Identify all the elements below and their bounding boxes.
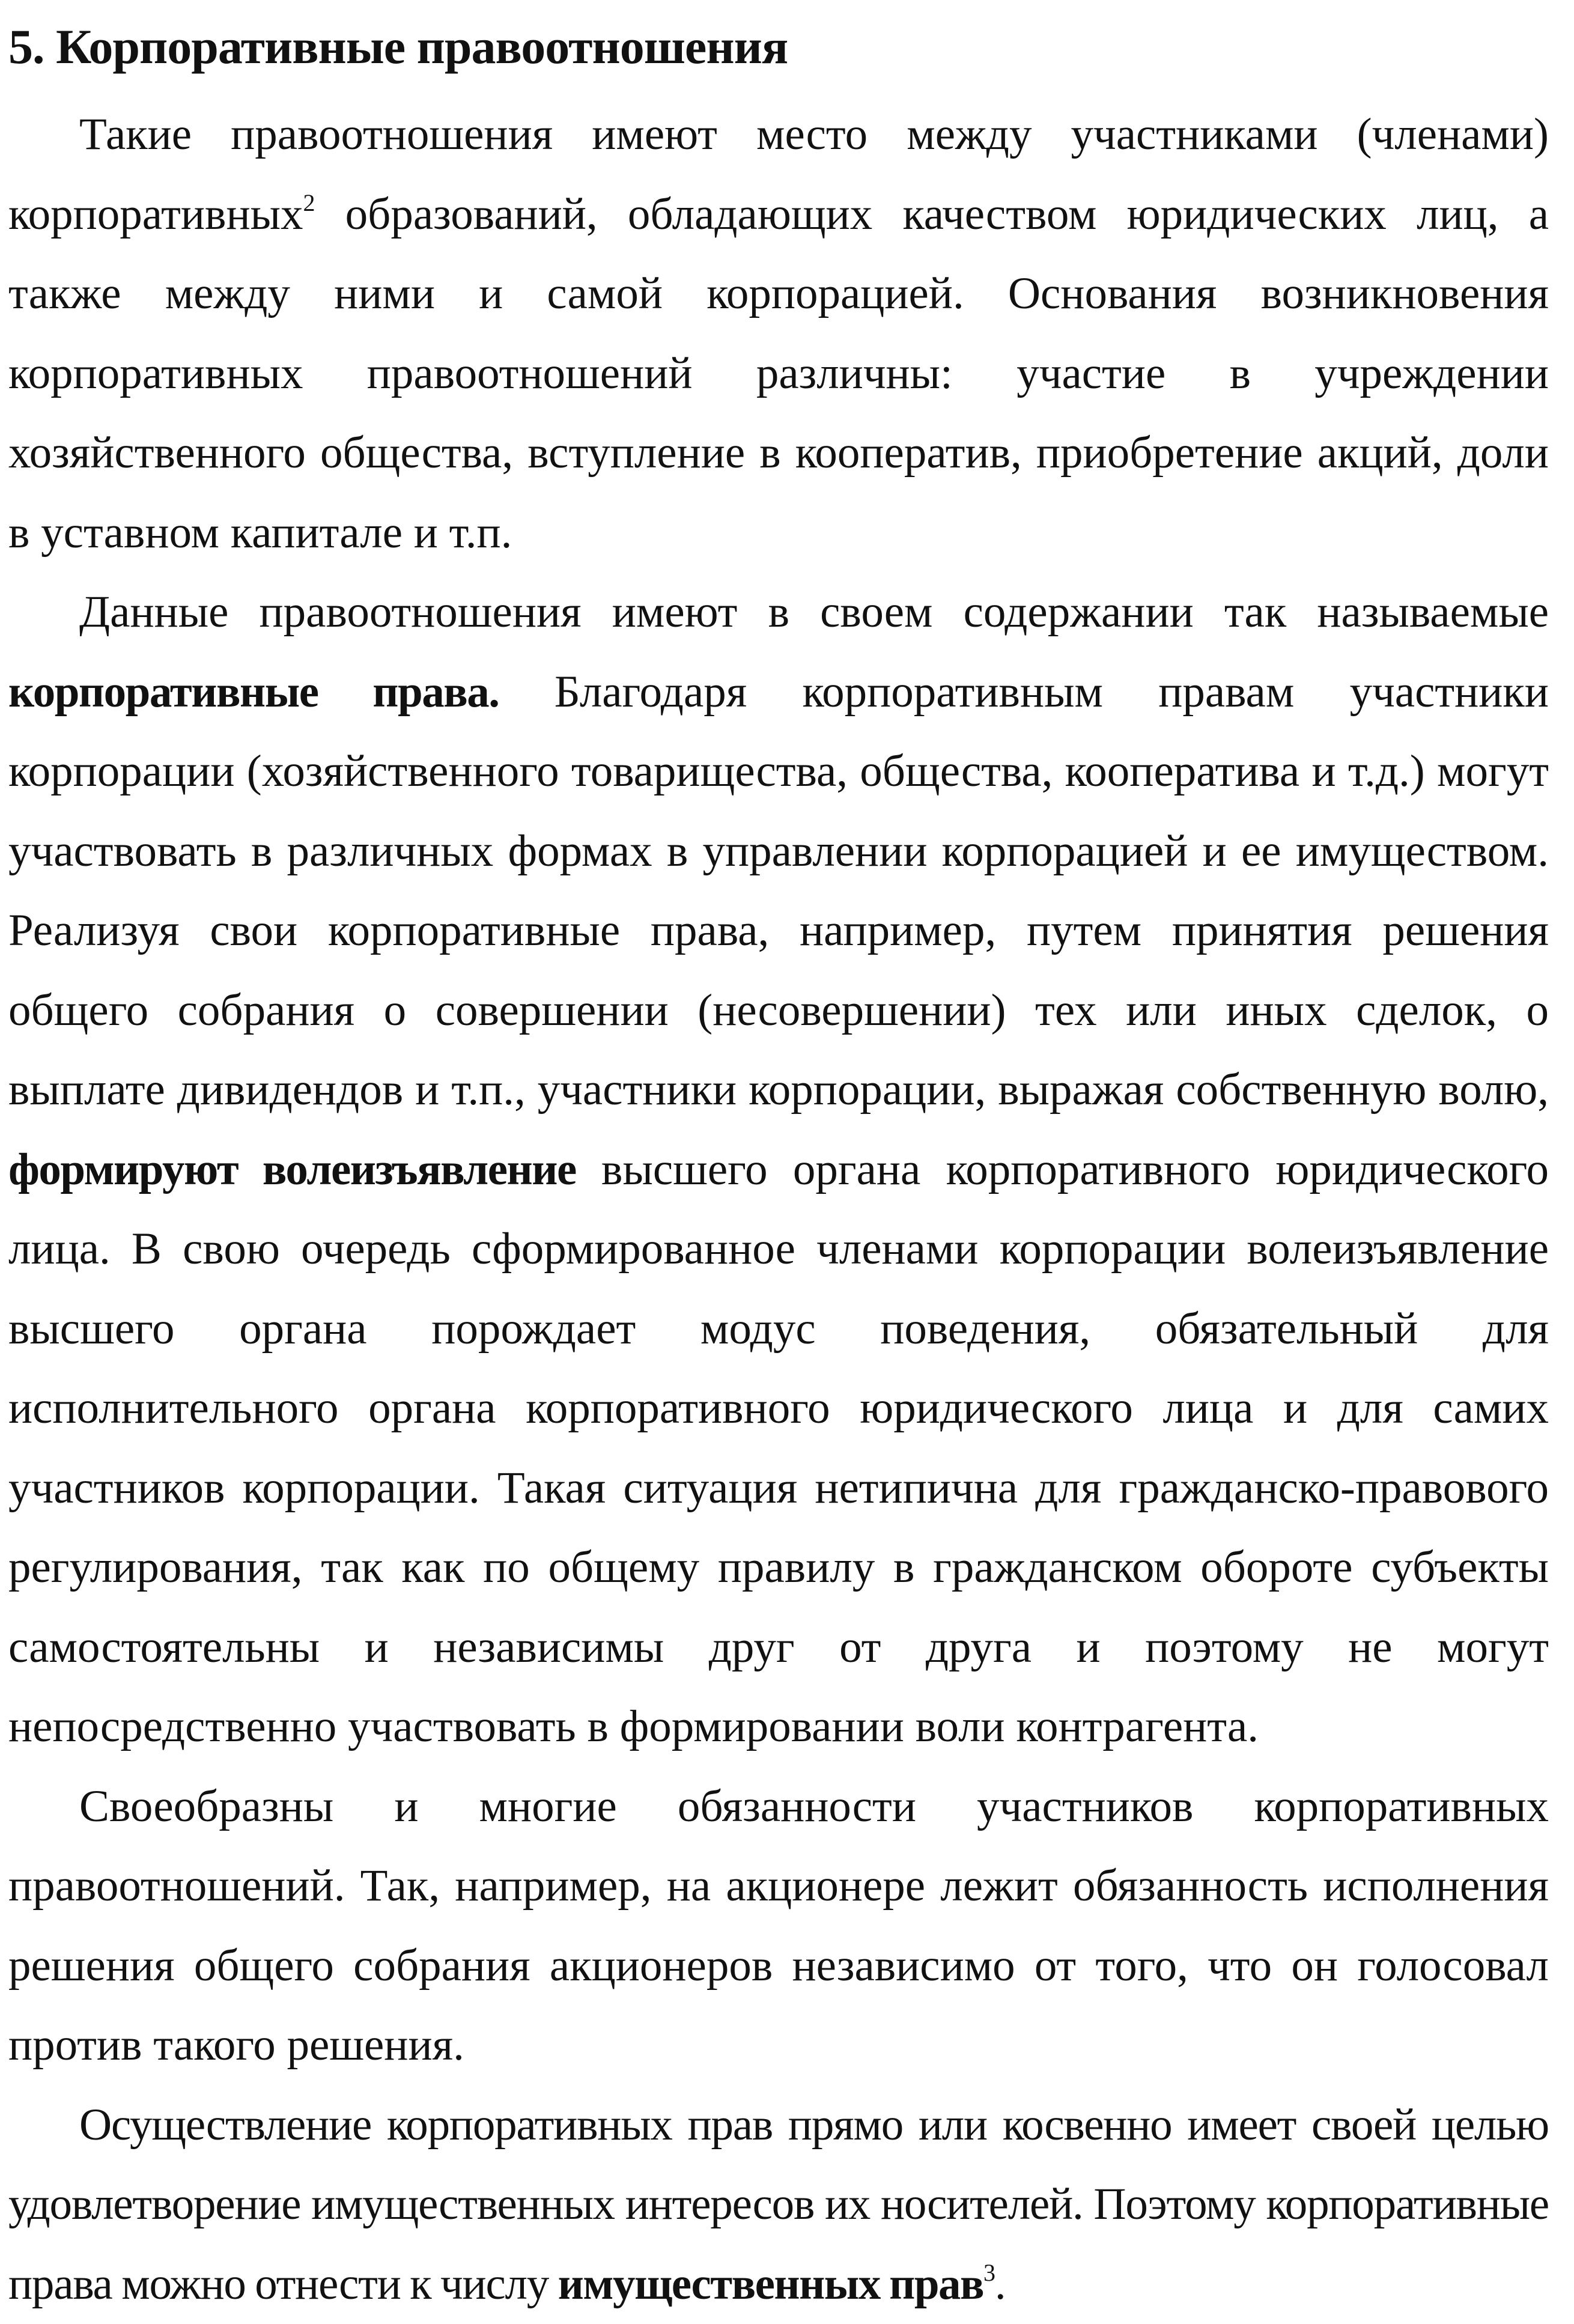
paragraph-2-text-c: высшего органа корпоративного юридического лица. В свою очередь сформированное членами корпорации волеизъявление высшего органа порождает модус поведения, обязательный для исполнительного органа корпоративного юридического лица и для самих участников корпорации. Такая ситуация нетипична для гражданско-правового регулирования, так как по общему правилу в гражданском обороте субъекты самостоятельны и независимы друг от друга и поэтому не могут непосредственно участвовать в формировании воли контрагента. bbox=[8, 1145, 1549, 1752]
paragraph-1 bbox=[8, 95, 1549, 573]
footnote-ref-2[interactable]: 2 bbox=[303, 189, 315, 216]
term-property-rights: имущественных прав bbox=[558, 2259, 983, 2309]
paragraph-1-text-b: образований, обладающих качеством юридических лиц, а также между ними и самой корпорацией. Основания возникновения корпоративных правоотношений различны: участие в учреждении хозяйственного общества, вступление в кооператив, приобретение акций, доли в уставном капитале и т.п. bbox=[8, 189, 1549, 558]
term-form-will: формируют волеизъявление bbox=[8, 1145, 576, 1194]
paragraph-3: Своеобразны и многие обязанности участников корпоративных правоотношений. Так, например, на акционере лежит обязанность исполнения решения общего собрания акционеров независимо от того, что он голосовал против такого решения. bbox=[8, 1767, 1549, 2085]
paragraph-4-text-a: Осуществление корпоративных прав прямо или косвенно имеет своей целью удовлетворение имущественных интересов их носителей. Поэтому корпоративные права можно отнести к числу bbox=[8, 2100, 1549, 2309]
paragraph-4-text-b: . bbox=[995, 2259, 1006, 2309]
paragraph-2-text-a: Данные правоотношения имеют в своем содержании так называемые bbox=[79, 587, 1549, 637]
paragraph-1-text-a: Такие правоотношения имеют место между участниками (членами) корпоративных bbox=[8, 109, 1549, 239]
footnote-ref-3[interactable]: 3 bbox=[983, 2259, 995, 2286]
term-corporate-rights: корпоративные права. bbox=[8, 667, 499, 717]
paragraph-2 bbox=[8, 573, 1549, 1767]
paragraph-4 bbox=[8, 2085, 1549, 2324]
paragraph-2-text-b: Благодаря корпоративным правам участники корпорации (хозяйственного товарищества, общества, кооператива и т.д.) могут участвовать в различных формах в управлении корпорацией и ее имуществом. Реализуя свои корпоративные права, например, путем принятия решения общего собрания о совершении (несовершении) тех или иных сделок, о выплате дивидендов и т.п., участники корпорации, выражая собственную волю, bbox=[8, 667, 1549, 1115]
section-heading: 5. Корпоративные правоотношения bbox=[8, 11, 1549, 83]
